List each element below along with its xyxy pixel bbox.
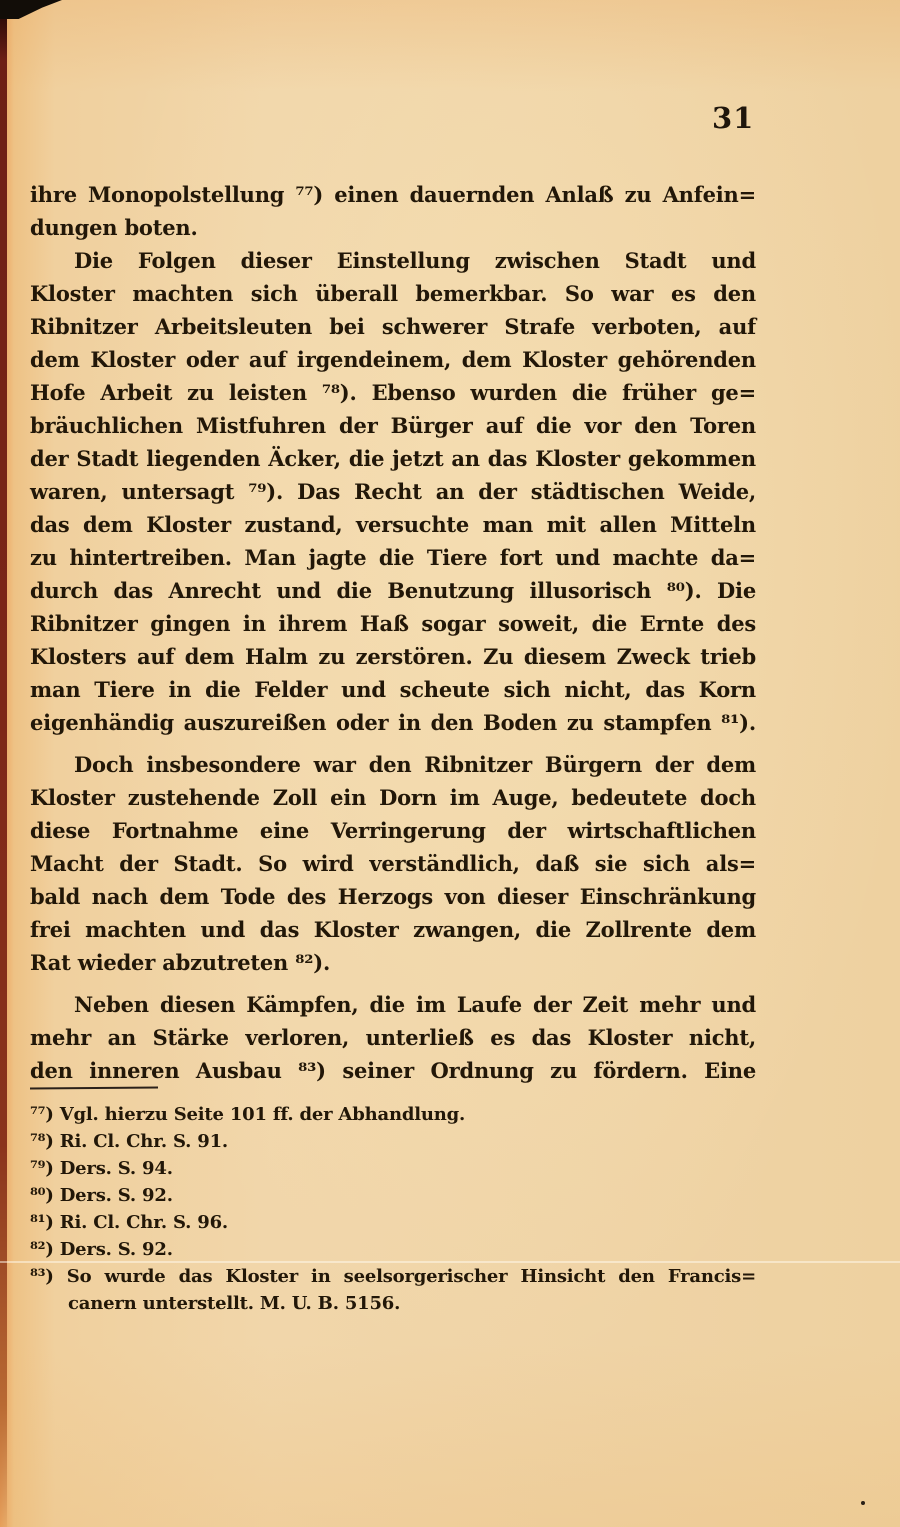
paragraph-2 bbox=[30, 244, 756, 739]
text-line: ihre Monopolstellung ⁷⁷) einen dauernden Anlaß zu Anfein= bbox=[30, 182, 756, 207]
text-line: durch das Anrecht und die Benutzung illusorisch ⁸⁰). Die bbox=[30, 578, 756, 603]
text-line: dem Kloster oder auf irgendeinem, dem Kloster gehörenden bbox=[30, 347, 756, 372]
text-line: frei machten und das Kloster zwangen, die Zollrente dem bbox=[30, 917, 756, 942]
text-line: zu hintertreiben. Man jagte die Tiere fort und machte da= bbox=[30, 545, 756, 570]
paragraph-3 bbox=[30, 748, 756, 979]
text-line: Neben diesen Kämpfen, die im Laufe der Zeit mehr und bbox=[74, 992, 756, 1017]
text-line: Doch insbesondere war den Ribnitzer Bürgern der dem bbox=[74, 752, 756, 777]
text-line: mehr an Stärke verloren, unterließ es das Kloster nicht, bbox=[30, 1025, 756, 1050]
footnote-line: ⁸²) Ders. S. 92. bbox=[30, 1239, 173, 1260]
text-line: diese Fortnahme eine Verringerung der wirtschaftlichen bbox=[30, 818, 756, 843]
footnote-line: ⁷⁷) Vgl. hierzu Seite 101 ff. der Abhandlung. bbox=[30, 1104, 466, 1125]
binding-edge bbox=[0, 0, 7, 1527]
text-line: waren, untersagt ⁷⁹). Das Recht an der städtischen Weide, bbox=[30, 479, 756, 504]
text-line: den inneren Ausbau ⁸³) seiner Ordnung zu fördern. Eine bbox=[30, 1058, 756, 1083]
page-number: 31 bbox=[712, 101, 755, 135]
text-line: Ribnitzer Arbeitsleuten bei schwerer Strafe verboten, auf bbox=[30, 314, 756, 339]
text-line: Klosters auf dem Halm zu zerstören. Zu diesem Zweck trieb bbox=[30, 644, 756, 669]
body-text bbox=[30, 178, 756, 1087]
text-line: man Tiere in die Felder und scheute sich nicht, das Korn bbox=[30, 677, 756, 702]
text-line: das dem Kloster zustand, versuchte man mit allen Mitteln bbox=[30, 512, 756, 537]
footnote-line: ⁸⁰) Ders. S. 92. bbox=[30, 1185, 173, 1206]
footnote-line: ⁷⁹) Ders. S. 94. bbox=[30, 1158, 173, 1179]
paragraph-4 bbox=[30, 988, 756, 1087]
text-line: Kloster machten sich überall bemerkbar. So war es den bbox=[30, 281, 756, 306]
footnote-separator bbox=[30, 1086, 158, 1089]
text-line: bräuchlichen Mistfuhren der Bürger auf die vor den Toren bbox=[30, 413, 756, 438]
text-line: bald nach dem Tode des Herzogs von dieser Einschränkung bbox=[30, 884, 756, 909]
footnote-line: canern unterstellt. M. U. B. 5156. bbox=[68, 1293, 401, 1314]
text-line: Die Folgen dieser Einstellung zwischen Stadt und bbox=[74, 248, 756, 273]
text-line: Macht der Stadt. So wird verständlich, daß sie sich als= bbox=[30, 851, 756, 876]
footnote-line: ⁸¹) Ri. Cl. Chr. S. 96. bbox=[30, 1212, 228, 1233]
text-line: der Stadt liegenden Äcker, die jetzt an das Kloster gekommen bbox=[30, 446, 756, 471]
corner-blemish bbox=[0, 0, 62, 19]
paper-speck bbox=[861, 1501, 865, 1505]
footnote-line: ⁷⁸) Ri. Cl. Chr. S. 91. bbox=[30, 1131, 228, 1152]
text-line: Ribnitzer gingen in ihrem Haß sogar soweit, die Ernte des bbox=[30, 611, 756, 636]
footnotes bbox=[30, 1101, 756, 1317]
text-line: Hofe Arbeit zu leisten ⁷⁸). Ebenso wurden die früher ge= bbox=[30, 380, 756, 405]
text-line: Kloster zustehende Zoll ein Dorn im Auge, bedeutete doch bbox=[30, 785, 756, 810]
text-line: Rat wieder abzutreten ⁸²). bbox=[30, 950, 331, 975]
text-line: dungen boten. bbox=[30, 215, 198, 240]
footnote-line: ⁸³) So wurde das Kloster in seelsorgerischer Hinsicht den Francis= bbox=[30, 1266, 756, 1287]
text-line: eigenhändig auszureißen oder in den Boden zu stampfen ⁸¹). bbox=[30, 710, 756, 735]
paragraph-1 bbox=[30, 178, 756, 244]
